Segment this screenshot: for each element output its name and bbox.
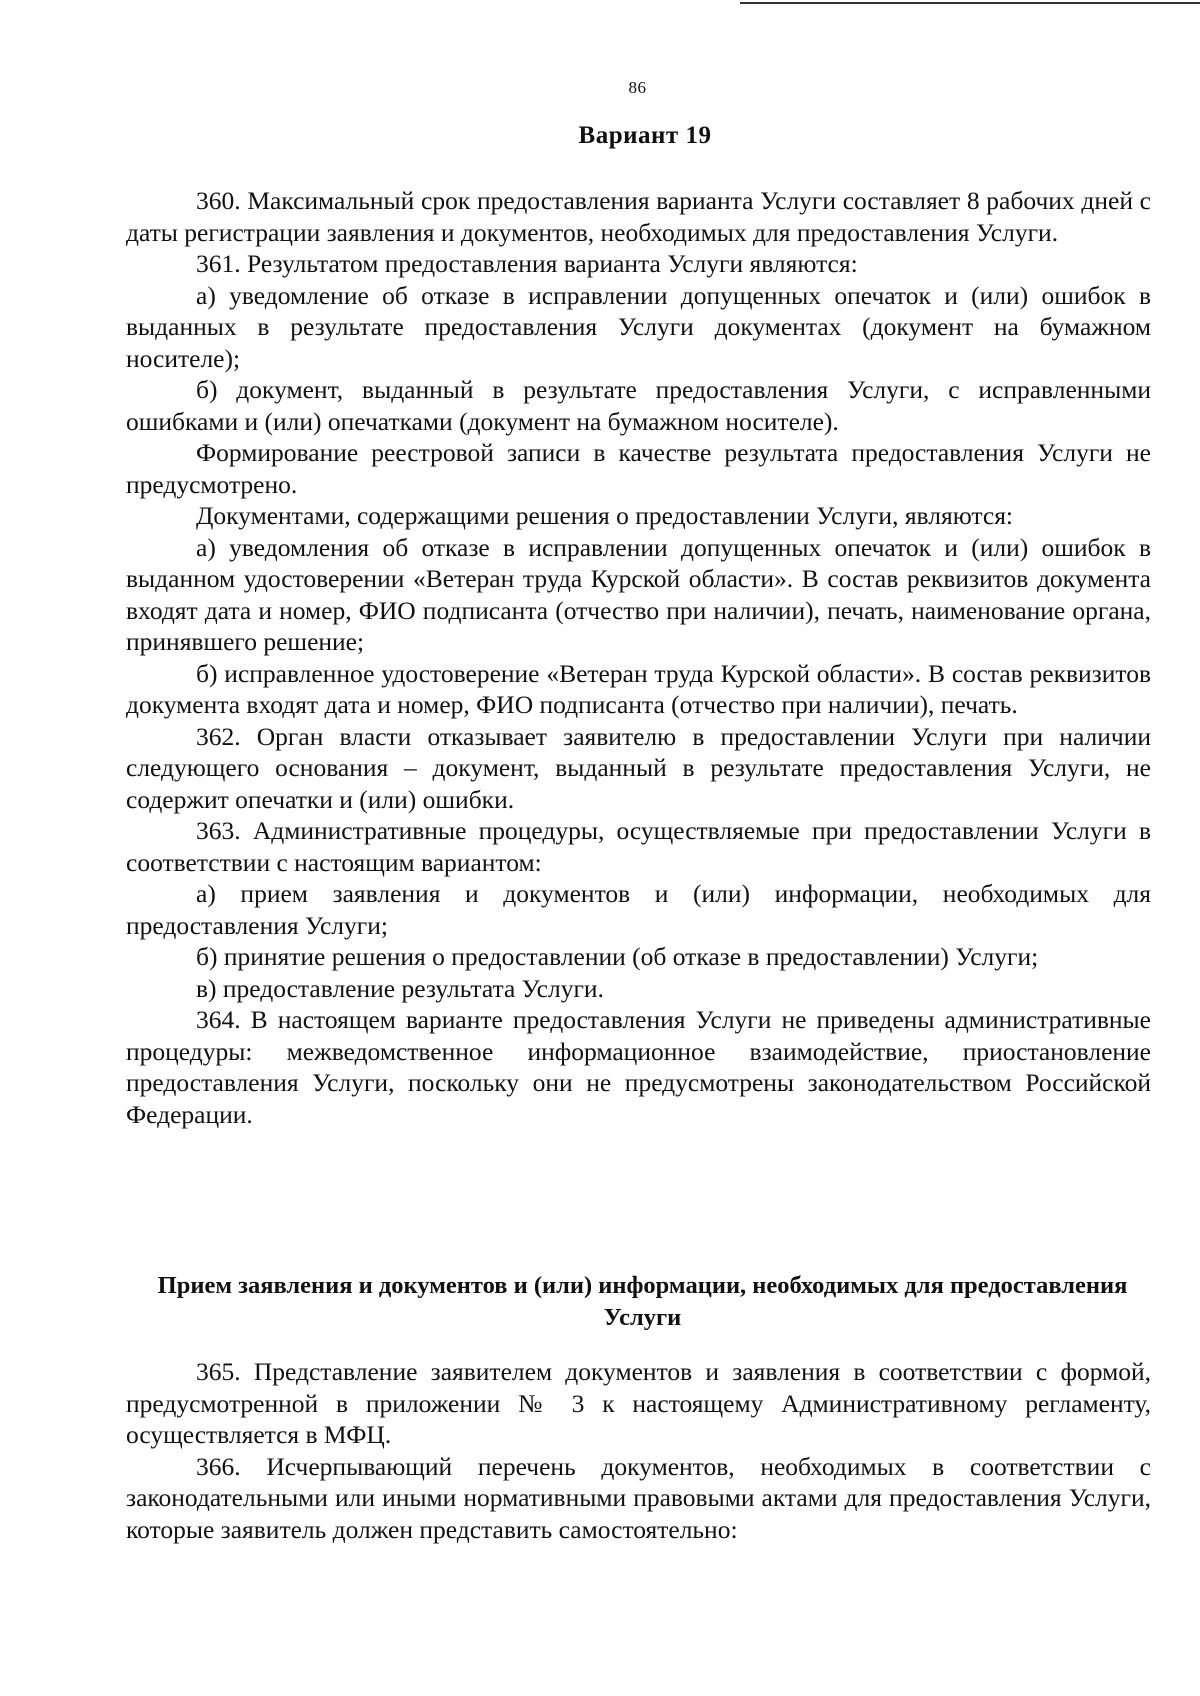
paragraph-decision-docs-b: б) исправленное удостоверение «Ветеран труда Курской области». В состав реквизитов документа входят дата и номер, ФИО подписанта (отчество при наличии), печать.	[126, 658, 1151, 719]
scan-edge-line	[740, 2, 1200, 4]
body-text-2	[126, 1356, 1151, 1545]
page-number: 86	[628, 78, 647, 97]
paragraph-360: 360. Максимальный срок предоставления варианта Услуги составляет 8 рабочих дней с даты регистрации заявления и документов, необходимых для предоставления Услуги.	[126, 186, 1151, 247]
paragraph-363-b: б) принятие решения о предоставлении (об отказе в предоставлении) Услуги;	[196, 942, 1039, 971]
variant-title: Вариант 19	[578, 122, 712, 149]
paragraph-365: 365. Представление заявителем документов и заявления в соответствии с формой, предусмотренной в приложении № 3 к настоящему Административному регламенту, осуществляется в МФЦ.	[126, 1357, 1151, 1449]
paragraph-361: 361. Результатом предоставления варианта Услуги являются:	[196, 249, 858, 278]
paragraph-registry-note: Формирование реестровой записи в качестве результата предоставления Услуги не предусмотрено.	[126, 438, 1151, 499]
paragraph-361-a: а) уведомление об отказе в исправлении допущенных опечаток и (или) ошибок в выданных в результате предоставления Услуги документах (документ на бумажном носителе);	[126, 280, 1151, 373]
paragraph-361-b: б) документ, выданный в результате предоставления Услуги, с исправленными ошибками и (или) опечатками (документ на бумажном носителе).	[126, 375, 1151, 436]
paragraph-362: 362. Орган власти отказывает заявителю в предоставлении Услуги при наличии следующего основания – документ, выданный в результате предоставления Услуги, не содержит опечатки и (или) ошибки.	[126, 721, 1151, 814]
paragraph-363: 363. Административные процедуры, осуществляемые при предоставлении Услуги в соответствии с настоящим вариантом:	[126, 816, 1151, 877]
paragraph-decision-docs-a: а) уведомления об отказе в исправлении допущенных опечаток и (или) ошибок в выданном удостоверении «Ветеран труда Курской области». В состав реквизитов документа входят дата и номер, ФИО подписанта (отчество при наличии), печать, наименование органа, принявшего решение;	[126, 532, 1151, 656]
paragraph-363-a: а) прием заявления и документов и (или) информации, необходимых для предоставления Услуги;	[126, 879, 1151, 940]
paragraph-decision-docs: Документами, содержащими решения о предоставлении Услуги, являются:	[196, 501, 1014, 530]
paragraph-363-c: в) предоставление результата Услуги.	[196, 973, 604, 1003]
section-heading: Прием заявления и документов и (или) информации, необходимых для предоставления Услуги	[157, 1272, 1128, 1331]
body-text	[126, 185, 1151, 1130]
paragraph-364: 364. В настоящем варианте предоставления Услуги не приведены административные процедуры: межведомственное информационное взаимодействие, приостановление предоставления Услуги, поскольку они не предусмотрены законодательством Российской Федерации.	[126, 1005, 1151, 1129]
paragraph-366: 366. Исчерпывающий перечень документов, необходимых в соответствии с законодательными или иными нормативными правовыми актами для предоставления Услуги, которые заявитель должен представить самостоятельно:	[126, 1451, 1151, 1544]
